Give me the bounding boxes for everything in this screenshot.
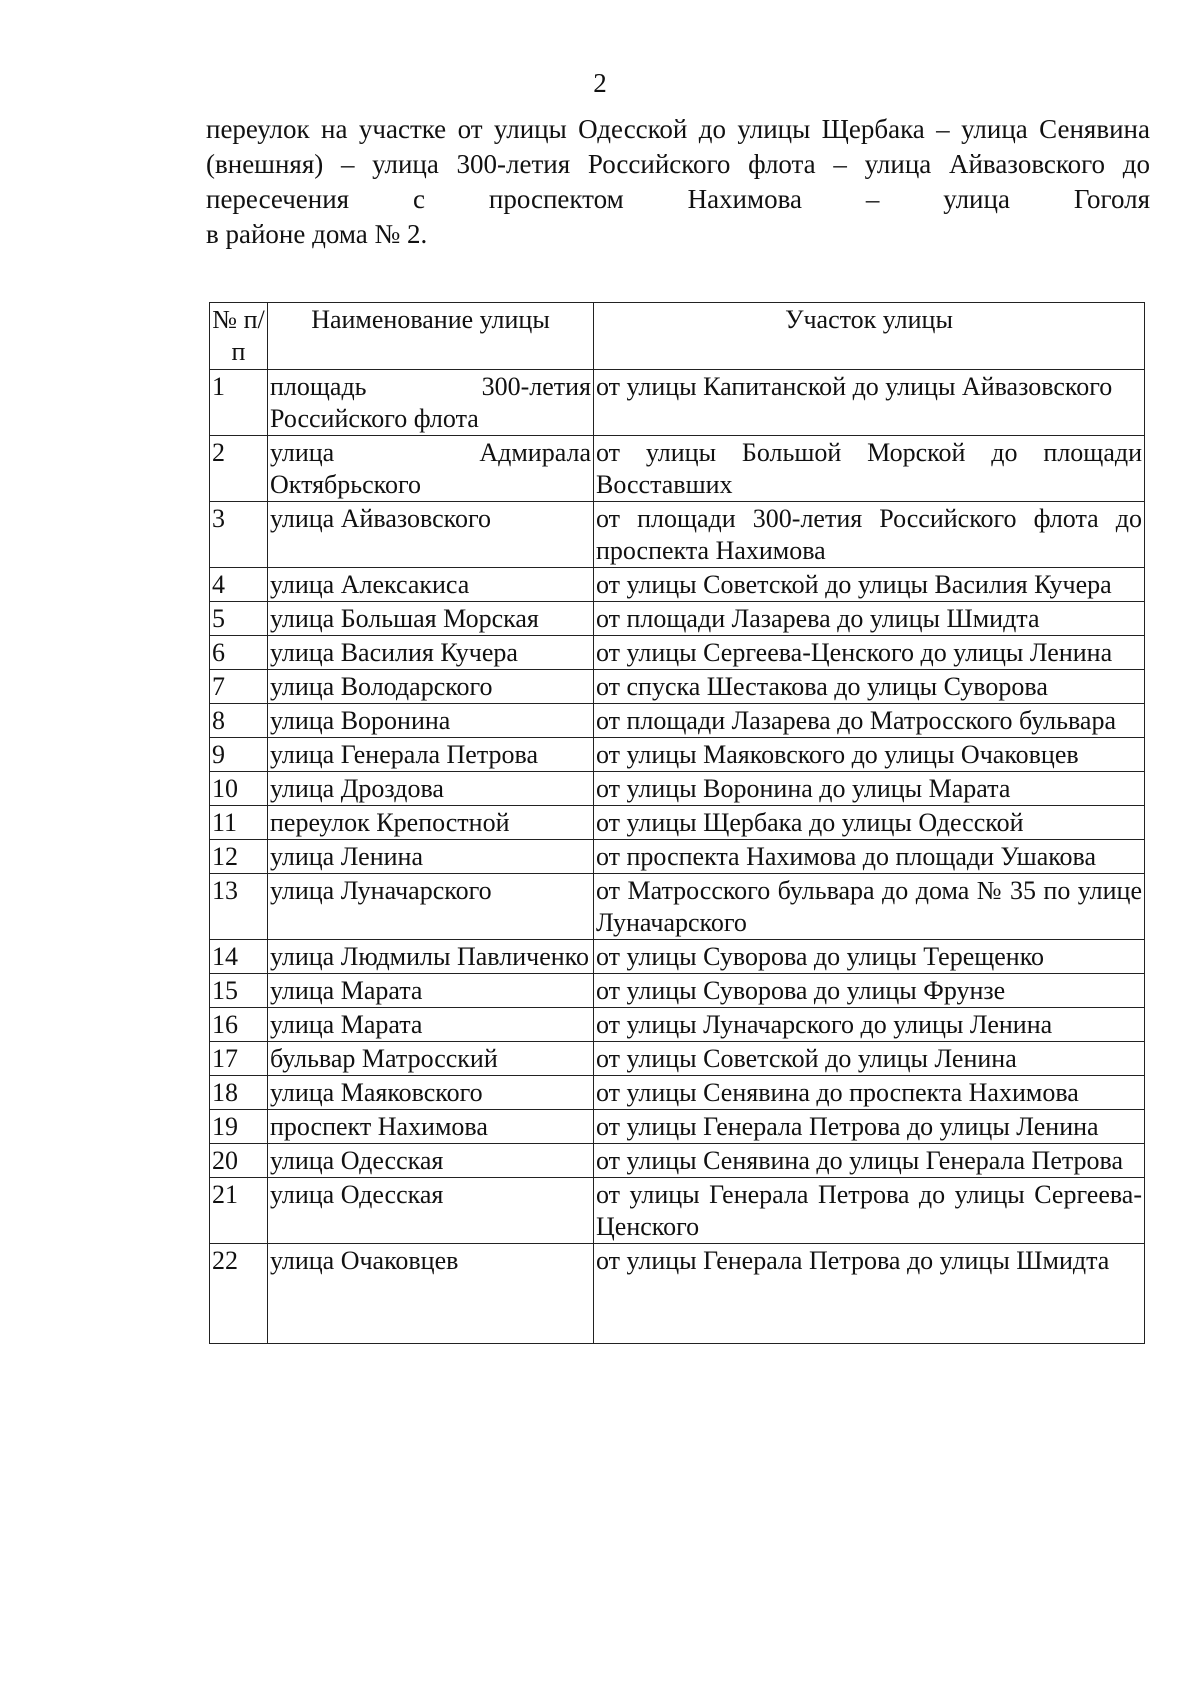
intro-line: (внешняя) – улица 300-летия Российского флота – улица Айвазовского до	[206, 149, 1150, 179]
table-row	[210, 602, 1145, 636]
street-name: площадь 300-летия Российского флота	[268, 370, 594, 436]
table-row	[210, 738, 1145, 772]
street-section: от Матросского бульвара до дома № 35 по улице Луначарского	[594, 874, 1145, 940]
row-number: 9	[210, 738, 268, 772]
street-section: от улицы Советской до улицы Василия Кучера	[594, 568, 1145, 602]
table-row	[210, 670, 1145, 704]
street-name: улица Адмирала Октябрьского	[268, 436, 594, 502]
street-name: улица Очаковцев	[268, 1244, 594, 1344]
table-row	[210, 874, 1145, 940]
street-section: от улицы Луначарского до улицы Ленина	[594, 1008, 1145, 1042]
street-name: бульвар Матросский	[268, 1042, 594, 1076]
intro-paragraph	[206, 112, 1150, 252]
row-number: 19	[210, 1110, 268, 1144]
table-header-row	[210, 303, 1145, 370]
street-section: от улицы Воронина до улицы Марата	[594, 772, 1145, 806]
table-row	[210, 704, 1145, 738]
street-section: от улицы Советской до улицы Ленина	[594, 1042, 1145, 1076]
street-section: от улицы Суворова до улицы Терещенко	[594, 940, 1145, 974]
street-name: улица Людмилы Павличенко	[268, 940, 594, 974]
table-row	[210, 636, 1145, 670]
row-number: 11	[210, 806, 268, 840]
table-row	[210, 568, 1145, 602]
table-row	[210, 806, 1145, 840]
table-row	[210, 1144, 1145, 1178]
row-number: 5	[210, 602, 268, 636]
row-number: 14	[210, 940, 268, 974]
table-row	[210, 1042, 1145, 1076]
table-row	[210, 502, 1145, 568]
street-section: от улицы Большой Морской до площади Восставших	[594, 436, 1145, 502]
street-section: от улицы Маяковского до улицы Очаковцев	[594, 738, 1145, 772]
street-section: от улицы Генерала Петрова до улицы Ленина	[594, 1110, 1145, 1144]
intro-line: пересечения с проспектом Нахимова – улица Гоголя	[206, 184, 1150, 214]
row-number: 7	[210, 670, 268, 704]
street-name: улица Одесская	[268, 1144, 594, 1178]
street-section: от улицы Сенявина до проспекта Нахимова	[594, 1076, 1145, 1110]
row-number: 22	[210, 1244, 268, 1344]
street-section: от спуска Шестакова до улицы Суворова	[594, 670, 1145, 704]
street-section: от улицы Капитанской до улицы Айвазовского	[594, 370, 1145, 436]
street-name: улица Генерала Петрова	[268, 738, 594, 772]
street-section: от улицы Сергеева-Ценского до улицы Ленина	[594, 636, 1145, 670]
row-number: 13	[210, 874, 268, 940]
street-name: улица Одесская	[268, 1178, 594, 1244]
street-section: от улицы Генерала Петрова до улицы Сергеева-Ценского	[594, 1178, 1145, 1244]
row-number: 17	[210, 1042, 268, 1076]
table-row	[210, 436, 1145, 502]
street-name: улица Алексакиса	[268, 568, 594, 602]
row-number: 18	[210, 1076, 268, 1110]
table-row	[210, 1178, 1145, 1244]
street-name: улица Воронина	[268, 704, 594, 738]
row-number: 4	[210, 568, 268, 602]
table-body	[210, 370, 1145, 1344]
street-section: от проспекта Нахимова до площади Ушакова	[594, 840, 1145, 874]
street-name: улица Луначарского	[268, 874, 594, 940]
row-number: 8	[210, 704, 268, 738]
table-row	[210, 772, 1145, 806]
row-number: 20	[210, 1144, 268, 1178]
table-row	[210, 1244, 1145, 1344]
header-street-section: Участок улицы	[594, 303, 1145, 370]
row-number: 16	[210, 1008, 268, 1042]
street-name: переулок Крепостной	[268, 806, 594, 840]
street-name: улица Маяковского	[268, 1076, 594, 1110]
street-name: проспект Нахимова	[268, 1110, 594, 1144]
table-row	[210, 940, 1145, 974]
street-name: улица Володарского	[268, 670, 594, 704]
street-section: от улицы Щербака до улицы Одесской	[594, 806, 1145, 840]
street-name: улица Марата	[268, 974, 594, 1008]
street-section: от улицы Суворова до улицы Фрунзе	[594, 974, 1145, 1008]
table-row	[210, 974, 1145, 1008]
street-name: улица Большая Морская	[268, 602, 594, 636]
header-street-name: Наименование улицы	[268, 303, 594, 370]
table-row	[210, 1076, 1145, 1110]
row-number: 3	[210, 502, 268, 568]
row-number: 1	[210, 370, 268, 436]
street-section: от площади 300-летия Российского флота до проспекта Нахимова	[594, 502, 1145, 568]
row-number: 6	[210, 636, 268, 670]
street-name: улица Марата	[268, 1008, 594, 1042]
street-name: улица Дроздова	[268, 772, 594, 806]
intro-line: в районе дома № 2.	[206, 219, 428, 249]
intro-line: переулок на участке от улицы Одесской до улицы Щербака – улица Сенявина	[206, 114, 1150, 144]
streets-table	[209, 302, 1145, 1344]
street-section: от улицы Сенявина до улицы Генерала Петрова	[594, 1144, 1145, 1178]
street-name: улица Айвазовского	[268, 502, 594, 568]
table-row	[210, 1110, 1145, 1144]
row-number: 21	[210, 1178, 268, 1244]
row-number: 12	[210, 840, 268, 874]
table-row	[210, 840, 1145, 874]
header-number: № п/п	[210, 303, 268, 370]
table-row	[210, 370, 1145, 436]
row-number: 2	[210, 436, 268, 502]
street-name: улица Ленина	[268, 840, 594, 874]
street-section: от площади Лазарева до Матросского бульвара	[594, 704, 1145, 738]
table-row	[210, 1008, 1145, 1042]
street-section: от улицы Генерала Петрова до улицы Шмидта	[594, 1244, 1145, 1344]
page-number: 2	[593, 68, 607, 98]
row-number: 10	[210, 772, 268, 806]
row-number: 15	[210, 974, 268, 1008]
street-name: улица Василия Кучера	[268, 636, 594, 670]
street-section: от площади Лазарева до улицы Шмидта	[594, 602, 1145, 636]
